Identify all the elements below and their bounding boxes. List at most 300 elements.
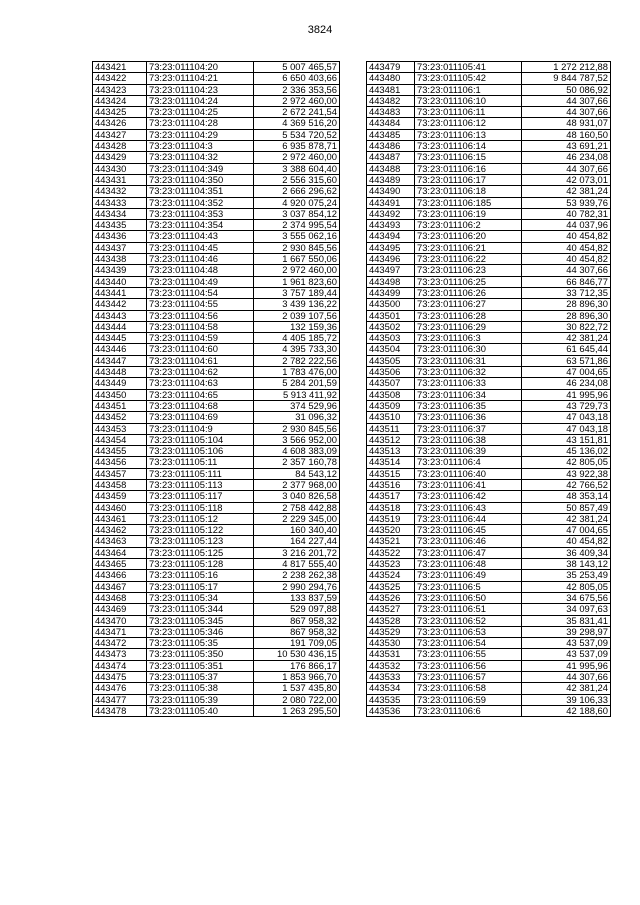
cadastral-value: 44 037,96 <box>522 220 611 231</box>
cadastral-value: 28 896,30 <box>522 310 611 321</box>
table-row <box>367 163 611 174</box>
table-row <box>93 152 340 163</box>
cadastral-value: 50 857,49 <box>522 502 611 513</box>
cadastral-table-right <box>366 61 611 717</box>
cadastral-value: 31 096,32 <box>254 412 340 423</box>
cadastral-value: 2 080 722,00 <box>254 694 340 705</box>
table-row <box>93 197 340 208</box>
cadastral-value: 1 537 435,80 <box>254 683 340 694</box>
cadastral-value: 3 388 604,40 <box>254 163 340 174</box>
table-row <box>367 705 611 716</box>
table-row <box>93 446 340 457</box>
table-row <box>367 299 611 310</box>
row-number: 443523 <box>367 559 415 570</box>
cadastral-value: 45 136,02 <box>522 446 611 457</box>
row-number: 443464 <box>93 547 147 558</box>
cadastral-value: 50 086,92 <box>522 84 611 95</box>
row-number: 443532 <box>367 660 415 671</box>
cadastral-number: 73:23:011105:39 <box>147 694 254 705</box>
cadastral-number: 73:23:011106:13 <box>415 129 522 140</box>
table-row <box>93 220 340 231</box>
row-number: 443450 <box>93 389 147 400</box>
cadastral-number: 73:23:011104:32 <box>147 152 254 163</box>
row-number: 443504 <box>367 344 415 355</box>
row-number: 443463 <box>93 536 147 547</box>
cadastral-number: 73:23:011106:48 <box>415 559 522 570</box>
table-row <box>93 479 340 490</box>
cadastral-number: 73:23:011105:125 <box>147 547 254 558</box>
table-row <box>367 434 611 445</box>
cadastral-value: 43 922,38 <box>522 468 611 479</box>
cadastral-number: 73:23:011106:31 <box>415 355 522 366</box>
row-number: 443487 <box>367 152 415 163</box>
cadastral-value: 133 837,59 <box>254 592 340 603</box>
row-number: 443513 <box>367 446 415 457</box>
cadastral-number: 73:23:011106:14 <box>415 141 522 152</box>
table-row <box>367 73 611 84</box>
table-row <box>367 389 611 400</box>
cadastral-value: 4 608 383,09 <box>254 446 340 457</box>
cadastral-value: 44 307,66 <box>522 107 611 118</box>
row-number: 443426 <box>93 118 147 129</box>
table-row <box>93 581 340 592</box>
table-row <box>367 649 611 660</box>
cadastral-value: 47 004,65 <box>522 525 611 536</box>
table-row <box>93 694 340 705</box>
cadastral-value: 43 691,21 <box>522 141 611 152</box>
table-row <box>93 649 340 660</box>
row-number: 443427 <box>93 129 147 140</box>
cadastral-value: 132 159,36 <box>254 321 340 332</box>
cadastral-number: 73:23:011104:353 <box>147 208 254 219</box>
cadastral-number: 73:23:011106:185 <box>415 197 522 208</box>
cadastral-value: 43 151,81 <box>522 434 611 445</box>
cadastral-number: 73:23:011106:35 <box>415 400 522 411</box>
cadastral-value: 2 672 241,54 <box>254 107 340 118</box>
table-row <box>367 502 611 513</box>
row-number: 443439 <box>93 265 147 276</box>
cadastral-value: 40 454,82 <box>522 231 611 242</box>
row-number: 443479 <box>367 62 415 73</box>
cadastral-number: 73:23:011104:58 <box>147 321 254 332</box>
cadastral-value: 4 369 516,20 <box>254 118 340 129</box>
row-number: 443437 <box>93 242 147 253</box>
cadastral-value: 6 935 878,71 <box>254 141 340 152</box>
table-row <box>367 570 611 581</box>
cadastral-value: 3 037 854,12 <box>254 208 340 219</box>
cadastral-value: 35 253,49 <box>522 570 611 581</box>
cadastral-number: 73:23:011106:50 <box>415 592 522 603</box>
row-number: 443529 <box>367 626 415 637</box>
row-number: 443488 <box>367 163 415 174</box>
table-row <box>93 604 340 615</box>
cadastral-number: 73:23:011105:40 <box>147 705 254 716</box>
row-number: 443506 <box>367 367 415 378</box>
table-row <box>93 355 340 366</box>
cadastral-value: 42 766,52 <box>522 479 611 490</box>
row-number: 443511 <box>367 423 415 434</box>
table-row <box>93 73 340 84</box>
cadastral-number: 73:23:011106:54 <box>415 638 522 649</box>
table-row <box>93 536 340 547</box>
cadastral-number: 73:23:011104:46 <box>147 254 254 265</box>
cadastral-value: 41 995,96 <box>522 389 611 400</box>
cadastral-value: 47 043,18 <box>522 423 611 434</box>
cadastral-value: 529 097,88 <box>254 604 340 615</box>
row-number: 443477 <box>93 694 147 705</box>
cadastral-number: 73:23:011106:15 <box>415 152 522 163</box>
cadastral-number: 73:23:011105:118 <box>147 502 254 513</box>
cadastral-number: 73:23:011105:351 <box>147 660 254 671</box>
cadastral-value: 38 143,12 <box>522 559 611 570</box>
row-number: 443481 <box>367 84 415 95</box>
cadastral-value: 36 409,34 <box>522 547 611 558</box>
cadastral-value: 160 340,40 <box>254 525 340 536</box>
table-row <box>93 559 340 570</box>
table-row <box>367 479 611 490</box>
cadastral-number: 73:23:011106:28 <box>415 310 522 321</box>
cadastral-value: 2 972 460,00 <box>254 265 340 276</box>
row-number: 443466 <box>93 570 147 581</box>
cadastral-value: 44 307,66 <box>522 95 611 106</box>
row-number: 443531 <box>367 649 415 660</box>
cadastral-table-left <box>92 61 340 717</box>
table-row <box>367 367 611 378</box>
cadastral-number: 73:23:011104:28 <box>147 118 254 129</box>
cadastral-number: 73:23:011106:12 <box>415 118 522 129</box>
cadastral-number: 73:23:011104:9 <box>147 423 254 434</box>
table-row <box>93 84 340 95</box>
table-row <box>93 434 340 445</box>
row-number: 443486 <box>367 141 415 152</box>
cadastral-number: 73:23:011106:57 <box>415 672 522 683</box>
cadastral-value: 2 374 995,54 <box>254 220 340 231</box>
cadastral-value: 1 783 476,00 <box>254 367 340 378</box>
cadastral-value: 34 097,63 <box>522 604 611 615</box>
row-number: 443536 <box>367 705 415 716</box>
row-number: 443443 <box>93 310 147 321</box>
cadastral-number: 73:23:011104:354 <box>147 220 254 231</box>
table-row <box>367 423 611 434</box>
cadastral-value: 42 381,24 <box>522 683 611 694</box>
row-number: 443518 <box>367 502 415 513</box>
table-row <box>367 378 611 389</box>
table-row <box>367 468 611 479</box>
cadastral-value: 40 454,82 <box>522 536 611 547</box>
cadastral-value: 5 534 720,52 <box>254 129 340 140</box>
table-row <box>93 412 340 423</box>
row-number: 443495 <box>367 242 415 253</box>
cadastral-number: 73:23:011106:2 <box>415 220 522 231</box>
cadastral-value: 48 353,14 <box>522 491 611 502</box>
cadastral-number: 73:23:011106:11 <box>415 107 522 118</box>
cadastral-number: 73:23:011106:41 <box>415 479 522 490</box>
row-number: 443501 <box>367 310 415 321</box>
cadastral-value: 42 188,60 <box>522 705 611 716</box>
cadastral-number: 73:23:011106:26 <box>415 287 522 298</box>
cadastral-value: 2 229 345,00 <box>254 513 340 524</box>
cadastral-value: 53 939,76 <box>522 197 611 208</box>
cadastral-value: 61 645,44 <box>522 344 611 355</box>
table-row <box>93 378 340 389</box>
cadastral-number: 73:23:011106:16 <box>415 163 522 174</box>
row-number: 443452 <box>93 412 147 423</box>
table-row <box>93 208 340 219</box>
row-number: 443454 <box>93 434 147 445</box>
table-row <box>367 276 611 287</box>
row-number: 443494 <box>367 231 415 242</box>
table-row <box>93 705 340 716</box>
table-row <box>367 683 611 694</box>
cadastral-number: 73:23:011105:345 <box>147 615 254 626</box>
cadastral-value: 3 216 201,72 <box>254 547 340 558</box>
cadastral-value: 1 667 550,06 <box>254 254 340 265</box>
row-number: 443456 <box>93 457 147 468</box>
cadastral-value: 35 831,41 <box>522 615 611 626</box>
row-number: 443475 <box>93 672 147 683</box>
cadastral-number: 73:23:011105:41 <box>415 62 522 73</box>
cadastral-value: 47 043,18 <box>522 412 611 423</box>
table-row <box>93 231 340 242</box>
cadastral-number: 73:23:011104:60 <box>147 344 254 355</box>
cadastral-value: 47 004,65 <box>522 367 611 378</box>
cadastral-number: 73:23:011105:34 <box>147 592 254 603</box>
cadastral-number: 73:23:011105:16 <box>147 570 254 581</box>
table-row <box>93 660 340 671</box>
row-number: 443514 <box>367 457 415 468</box>
row-number: 443467 <box>93 581 147 592</box>
row-number: 443459 <box>93 491 147 502</box>
table-row <box>367 242 611 253</box>
table-row <box>93 141 340 152</box>
cadastral-number: 73:23:011106:6 <box>415 705 522 716</box>
cadastral-number: 73:23:011106:19 <box>415 208 522 219</box>
cadastral-number: 73:23:011104:29 <box>147 129 254 140</box>
table-row <box>367 62 611 73</box>
row-number: 443444 <box>93 321 147 332</box>
cadastral-number: 73:23:011104:48 <box>147 265 254 276</box>
row-number: 443507 <box>367 378 415 389</box>
row-number: 443476 <box>93 683 147 694</box>
cadastral-number: 73:23:011106:53 <box>415 626 522 637</box>
row-number: 443445 <box>93 333 147 344</box>
table-row <box>367 186 611 197</box>
row-number: 443461 <box>93 513 147 524</box>
table-row <box>93 107 340 118</box>
cadastral-number: 73:23:011104:54 <box>147 287 254 298</box>
cadastral-number: 73:23:011106:18 <box>415 186 522 197</box>
row-number: 443489 <box>367 174 415 185</box>
table-row <box>93 333 340 344</box>
cadastral-number: 73:23:011106:1 <box>415 84 522 95</box>
table-row <box>93 129 340 140</box>
table-row <box>93 321 340 332</box>
table-row <box>93 163 340 174</box>
table-row <box>93 242 340 253</box>
cadastral-value: 43 537,09 <box>522 638 611 649</box>
row-number: 443527 <box>367 604 415 615</box>
row-number: 443468 <box>93 592 147 603</box>
cadastral-value: 40 454,82 <box>522 254 611 265</box>
cadastral-number: 73:23:011106:56 <box>415 660 522 671</box>
cadastral-value: 34 675,56 <box>522 592 611 603</box>
table-row <box>367 446 611 457</box>
cadastral-number: 73:23:011106:45 <box>415 525 522 536</box>
table-row <box>367 220 611 231</box>
cadastral-value: 1 961 823,60 <box>254 276 340 287</box>
cadastral-value: 42 381,24 <box>522 186 611 197</box>
row-number: 443530 <box>367 638 415 649</box>
table-row <box>367 197 611 208</box>
row-number: 443509 <box>367 400 415 411</box>
row-number: 443421 <box>93 62 147 73</box>
row-number: 443424 <box>93 95 147 106</box>
table-row <box>367 615 611 626</box>
cadastral-number: 73:23:011105:11 <box>147 457 254 468</box>
cadastral-value: 867 958,32 <box>254 626 340 637</box>
cadastral-number: 73:23:011106:22 <box>415 254 522 265</box>
cadastral-value: 30 822,72 <box>522 321 611 332</box>
table-row <box>367 344 611 355</box>
table-row <box>367 638 611 649</box>
cadastral-value: 46 234,08 <box>522 152 611 163</box>
table-row <box>93 457 340 468</box>
row-number: 443432 <box>93 186 147 197</box>
cadastral-value: 84 543,12 <box>254 468 340 479</box>
row-number: 443485 <box>367 129 415 140</box>
row-number: 443535 <box>367 694 415 705</box>
cadastral-value: 5 007 465,57 <box>254 62 340 73</box>
table-row <box>367 321 611 332</box>
cadastral-number: 73:23:011104:20 <box>147 62 254 73</box>
cadastral-number: 73:23:011105:122 <box>147 525 254 536</box>
cadastral-number: 73:23:011104:68 <box>147 400 254 411</box>
cadastral-number: 73:23:011104:56 <box>147 310 254 321</box>
row-number: 443533 <box>367 672 415 683</box>
table-row <box>367 107 611 118</box>
table-row <box>93 626 340 637</box>
cadastral-value: 9 844 787,52 <box>522 73 611 84</box>
cadastral-value: 374 529,96 <box>254 400 340 411</box>
cadastral-number: 73:23:011104:21 <box>147 73 254 84</box>
table-row <box>93 525 340 536</box>
table-row <box>367 592 611 603</box>
table-row <box>93 570 340 581</box>
row-number: 443521 <box>367 536 415 547</box>
cadastral-value: 2 930 845,56 <box>254 423 340 434</box>
row-number: 443473 <box>93 649 147 660</box>
cadastral-number: 73:23:011106:37 <box>415 423 522 434</box>
table-row <box>367 581 611 592</box>
cadastral-number: 73:23:011106:52 <box>415 615 522 626</box>
cadastral-number: 73:23:011106:59 <box>415 694 522 705</box>
cadastral-number: 73:23:011106:46 <box>415 536 522 547</box>
row-number: 443498 <box>367 276 415 287</box>
cadastral-number: 73:23:011106:5 <box>415 581 522 592</box>
cadastral-value: 43 729,73 <box>522 400 611 411</box>
row-number: 443519 <box>367 513 415 524</box>
row-number: 443465 <box>93 559 147 570</box>
row-number: 443442 <box>93 299 147 310</box>
cadastral-value: 4 405 185,72 <box>254 333 340 344</box>
row-number: 443500 <box>367 299 415 310</box>
table-row <box>93 468 340 479</box>
table-row <box>367 118 611 129</box>
cadastral-number: 73:23:011106:58 <box>415 683 522 694</box>
cadastral-value: 191 709,05 <box>254 638 340 649</box>
cadastral-number: 73:23:011106:42 <box>415 491 522 502</box>
table-row <box>367 672 611 683</box>
table-row <box>93 299 340 310</box>
cadastral-value: 40 782,31 <box>522 208 611 219</box>
table-row <box>367 412 611 423</box>
cadastral-value: 1 263 295,50 <box>254 705 340 716</box>
row-number: 443429 <box>93 152 147 163</box>
row-number: 443515 <box>367 468 415 479</box>
cadastral-number: 73:23:011106:39 <box>415 446 522 457</box>
row-number: 443483 <box>367 107 415 118</box>
cadastral-value: 2 666 296,62 <box>254 186 340 197</box>
cadastral-value: 6 650 403,66 <box>254 73 340 84</box>
row-number: 443528 <box>367 615 415 626</box>
table-row <box>93 672 340 683</box>
cadastral-value: 2 039 107,56 <box>254 310 340 321</box>
row-number: 443449 <box>93 378 147 389</box>
cadastral-value: 3 757 189,44 <box>254 287 340 298</box>
cadastral-number: 73:23:011105:38 <box>147 683 254 694</box>
table-row <box>93 592 340 603</box>
row-number: 443469 <box>93 604 147 615</box>
cadastral-value: 42 805,05 <box>522 457 611 468</box>
row-number: 443460 <box>93 502 147 513</box>
table-row <box>367 152 611 163</box>
row-number: 443526 <box>367 592 415 603</box>
row-number: 443423 <box>93 84 147 95</box>
row-number: 443499 <box>367 287 415 298</box>
table-row <box>93 423 340 434</box>
cadastral-number: 73:23:011106:44 <box>415 513 522 524</box>
row-number: 443497 <box>367 265 415 276</box>
cadastral-value: 2 556 315,60 <box>254 174 340 185</box>
cadastral-number: 73:23:011104:45 <box>147 242 254 253</box>
table-row <box>367 310 611 321</box>
row-number: 443480 <box>367 73 415 84</box>
cadastral-value: 10 530 436,15 <box>254 649 340 660</box>
cadastral-number: 73:23:011104:59 <box>147 333 254 344</box>
table-row <box>93 265 340 276</box>
cadastral-value: 2 990 294,76 <box>254 581 340 592</box>
table-row <box>367 84 611 95</box>
cadastral-number: 73:23:011105:128 <box>147 559 254 570</box>
cadastral-value: 42 805,05 <box>522 581 611 592</box>
cadastral-number: 73:23:011106:21 <box>415 242 522 253</box>
cadastral-value: 4 817 555,40 <box>254 559 340 570</box>
row-number: 443517 <box>367 491 415 502</box>
cadastral-value: 5 913 411,92 <box>254 389 340 400</box>
cadastral-number: 73:23:011106:29 <box>415 321 522 332</box>
cadastral-value: 41 995,96 <box>522 660 611 671</box>
cadastral-value: 3 555 062,16 <box>254 231 340 242</box>
row-number: 443438 <box>93 254 147 265</box>
row-number: 443524 <box>367 570 415 581</box>
cadastral-value: 66 846,77 <box>522 276 611 287</box>
cadastral-number: 73:23:011106:40 <box>415 468 522 479</box>
cadastral-value: 43 537,09 <box>522 649 611 660</box>
cadastral-value: 2 336 353,56 <box>254 84 340 95</box>
cadastral-number: 73:23:011105:350 <box>147 649 254 660</box>
cadastral-number: 73:23:011105:123 <box>147 536 254 547</box>
cadastral-value: 44 307,66 <box>522 672 611 683</box>
